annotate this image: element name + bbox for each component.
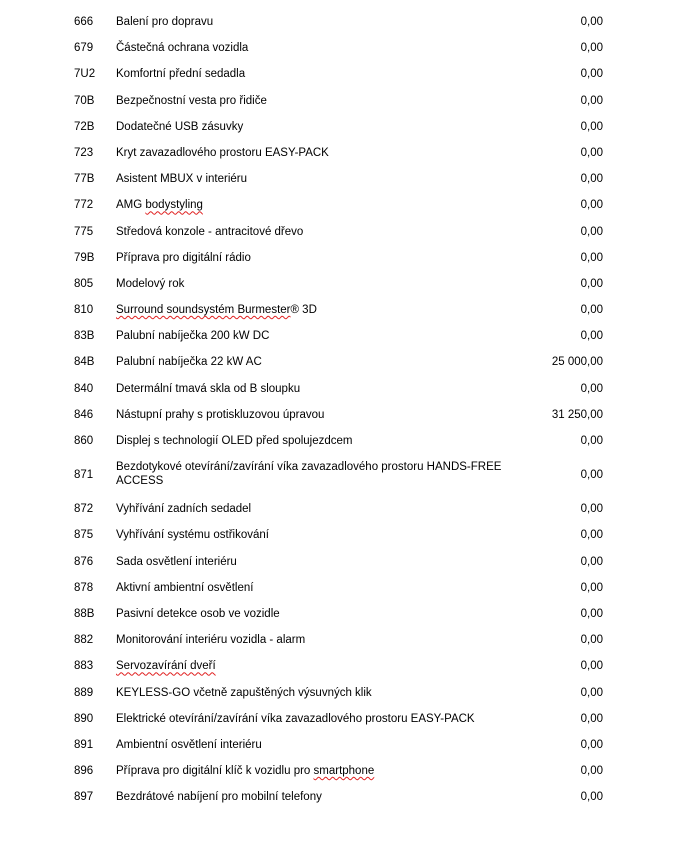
option-price: 0,00 (580, 304, 603, 317)
table-row (0, 758, 677, 784)
option-price: 0,00 (580, 251, 603, 264)
table-row (0, 114, 677, 140)
spellcheck-flagged-word: Servozavírání dveří (116, 660, 216, 673)
option-description: Pasivní detekce osob ve vozidle (116, 607, 280, 620)
option-code: 840 (74, 382, 94, 395)
option-price: 0,00 (580, 120, 603, 133)
option-code: 891 (74, 738, 94, 751)
option-price: 0,00 (580, 791, 603, 804)
option-code: 679 (74, 42, 94, 55)
option-description: Balení pro dopravu (116, 16, 214, 28)
option-code: 7U2 (74, 68, 96, 81)
table-row (0, 732, 677, 758)
table-row (0, 784, 677, 810)
option-price: 0,00 (580, 634, 603, 647)
option-description: Palubní nabíječka 200 kW DC (116, 330, 270, 343)
option-code: 860 (74, 435, 94, 447)
option-code: 878 (74, 581, 94, 594)
option-code: 77B (74, 173, 95, 186)
option-code: 723 (74, 146, 94, 159)
option-description: Sada osvětlení interiéru (116, 555, 237, 568)
option-description: Vyhřívání systému ostřikování (116, 529, 269, 542)
option-price: 0,00 (580, 199, 603, 212)
option-code: 88B (74, 607, 95, 620)
option-code: 666 (74, 16, 94, 28)
option-price: 31 250,00 (551, 408, 603, 421)
option-price: 0,00 (580, 503, 603, 516)
table-row (0, 166, 677, 192)
option-code: 810 (74, 304, 94, 317)
table-row (0, 549, 677, 575)
option-price: 0,00 (580, 16, 603, 28)
option-description: Vyhřívání zadních sedadel (116, 503, 252, 516)
option-code: 896 (74, 765, 94, 778)
option-description (116, 764, 516, 778)
table-row (0, 297, 677, 323)
option-description: Komfortní přední sedadla (116, 68, 246, 81)
table-row (0, 245, 677, 271)
table-row (0, 271, 677, 297)
table-row (0, 323, 677, 349)
option-description: Bezpečnostní vesta pro řidiče (116, 94, 267, 107)
option-price: 0,00 (580, 435, 603, 447)
description-text: AMG (116, 199, 146, 212)
option-code: 772 (74, 199, 94, 212)
option-description: Elektrické otevírání/zavírání víka zavazadlového prostoru EASY-PACK (116, 712, 475, 725)
option-description: Středová konzole - antracitové dřevo (116, 225, 304, 238)
option-description (116, 303, 516, 317)
option-code: 871 (74, 469, 94, 482)
option-code: 83B (74, 330, 95, 343)
option-description: Determální tmavá skla od B sloupku (116, 382, 301, 395)
table-row (0, 454, 677, 496)
option-description (116, 659, 516, 673)
description-text: ® 3D (290, 304, 317, 317)
option-description: Částečná ochrana vozidla (116, 42, 249, 55)
option-code: 84B (74, 356, 95, 369)
spellcheck-flagged-word: bodystyling (145, 199, 203, 212)
option-description: Dodatečné USB zásuvky (116, 120, 244, 133)
description-text: Příprava pro digitální klíč k vozidlu pro (116, 765, 314, 778)
table-row (0, 428, 677, 454)
option-code: 889 (74, 686, 94, 699)
option-code: 890 (74, 712, 94, 725)
table-row (0, 706, 677, 732)
option-description: Bezdrátové nabíjení pro mobilní telefony (116, 791, 322, 804)
spellcheck-flagged-word: Surround soundsystém Burmester (116, 304, 291, 317)
option-price: 0,00 (580, 607, 603, 620)
option-code: 79B (74, 251, 95, 264)
table-row (0, 349, 677, 375)
option-price: 0,00 (580, 146, 603, 159)
option-price: 0,00 (580, 738, 603, 751)
option-code: 876 (74, 555, 94, 568)
table-row (0, 88, 677, 114)
option-code: 875 (74, 529, 94, 542)
option-price: 0,00 (580, 42, 603, 55)
option-description: KEYLESS-GO včetně zapuštěných výsuvných klik (116, 686, 372, 699)
option-description: Příprava pro digitální rádio (116, 251, 251, 264)
option-code: 775 (74, 225, 94, 238)
table-row (0, 376, 677, 402)
option-price: 0,00 (580, 382, 603, 395)
option-price: 0,00 (580, 68, 603, 81)
option-description: Nástupní prahy s protiskluzovou úpravou (116, 408, 325, 421)
table-row (0, 61, 677, 87)
option-price: 0,00 (580, 765, 603, 778)
option-description: Ambientní osvětlení interiéru (116, 738, 262, 751)
spellcheck-flagged-word: smartphone (313, 765, 375, 778)
option-description: Aktivní ambientní osvětlení (116, 581, 254, 594)
table-row (0, 575, 677, 601)
option-code: 883 (74, 660, 94, 673)
option-price: 0,00 (580, 581, 603, 594)
option-description: Kryt zavazadlového prostoru EASY-PACK (116, 146, 329, 159)
option-description: Modelový rok (116, 277, 185, 290)
table-row (0, 627, 677, 653)
table-row (0, 402, 677, 428)
table-row (0, 35, 677, 61)
option-code: 70B (74, 94, 95, 107)
table-row (0, 9, 677, 35)
table-row (0, 496, 677, 522)
table-row (0, 680, 677, 706)
table-row (0, 219, 677, 245)
table-row (0, 653, 677, 679)
option-code: 897 (74, 791, 94, 804)
option-code: 846 (74, 408, 94, 421)
option-code: 872 (74, 503, 94, 516)
option-description: Monitorování interiéru vozidla - alarm (116, 634, 306, 647)
option-price: 0,00 (580, 529, 603, 542)
table-row (0, 601, 677, 627)
option-price: 25 000,00 (551, 356, 603, 369)
option-price: 0,00 (580, 173, 603, 186)
option-price: 0,00 (580, 277, 603, 290)
option-code: 805 (74, 277, 94, 290)
option-description: Bezdotykové otevírání/zavírání víka zavazadlového prostoru HANDS-FREE ACCESS (116, 461, 502, 488)
option-price: 0,00 (580, 330, 603, 343)
table-row (0, 522, 677, 548)
table-row (0, 192, 677, 218)
option-price: 0,00 (580, 225, 603, 238)
table-row (0, 140, 677, 166)
option-code: 882 (74, 634, 94, 647)
option-description (116, 198, 516, 212)
option-price: 0,00 (580, 712, 603, 725)
option-code: 72B (74, 120, 95, 133)
option-price: 0,00 (580, 469, 603, 482)
option-description: Palubní nabíječka 22 kW AC (116, 356, 262, 369)
option-description: Displej s technologií OLED před spolujezdcem (116, 435, 353, 447)
option-price: 0,00 (580, 660, 603, 673)
option-description: Asistent MBUX v interiéru (116, 173, 248, 186)
equipment-table (0, 9, 677, 810)
option-price: 0,00 (580, 94, 603, 107)
option-price: 0,00 (580, 555, 603, 568)
option-price: 0,00 (580, 686, 603, 699)
